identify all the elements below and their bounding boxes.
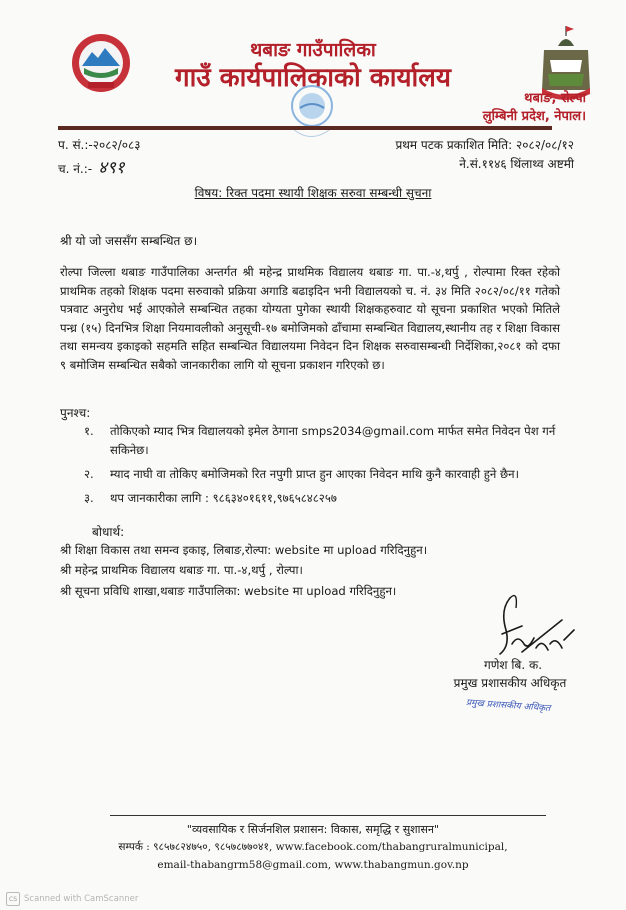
- list-text: म्याद नाघी वा तोकिए बमोजिमको रित नपुगी प्राप्त हुन आएका निवेदन माथि कुनै कारवाही हुने छैन।: [110, 467, 520, 481]
- published-date: प्रथम पटक प्रकाशित मिति: २०८२/०८/१२: [395, 138, 574, 152]
- camscanner-watermark: [6, 892, 138, 906]
- dispatch-number: [58, 155, 125, 178]
- dispatch-value: ४९१: [98, 158, 125, 178]
- dispatch-label: च. नं.:-: [58, 162, 93, 176]
- address-line-2: लुम्बिनी प्रदेश, नेपाल।: [482, 109, 586, 124]
- list-number: २.: [84, 467, 94, 481]
- camscanner-label: Scanned with CamScanner: [24, 894, 139, 904]
- postscript-list: [84, 422, 564, 513]
- list-item: [84, 465, 564, 484]
- body-paragraph: रोल्पा जिल्ला थबाङ गाउँपालिका अन्तर्गत श्री महेन्द्र प्राथमिक विद्यालय थबाङ गा. पा.-४,थर्पु , रोल्पामा रिक्त रहेको प्राथमिक तहको शिक्षक पदमा सरुवाको प्रक्रिया अगाडि बढाइदिन भनी विद्यालयको च. नं. ३४ मिति २०८२/०८/११ गतेको पत्रवाट अनुरोध भई आएकोले सम्बन्धित तहका योग्यता पुगेका स्थायी शिक्षकहरुवाट यो सूचना प्रकाशित भएको मितिले पन्ध्र (१५) दिनभित्र शिक्षा नियमावलीको अनुसूची-१७ बमोजिमको ढाँचामा सम्बन्धित विद्यालय,स्थानीय तह र शिक्षा विकास तथा समन्वय इकाइको सहमति सहित सम्बन्धित विद्यालयमा निवेदन दिन शिक्षक सरुवासम्बन्धी निर्देशिका,२०८१ को दफा ९ बमोजिम सम्बन्धित सबैको जानकारीका लागि यो सूचना प्रकाशन गरिएको छ।: [60, 265, 560, 372]
- municipality-name: थबाङ गाउँपालिका: [250, 39, 376, 61]
- letter-reference-number: प. सं.:-२०८२/०८३: [58, 138, 141, 152]
- nepal-sambat-date: ने.सं.११४६ थिंलाथ्व अष्टमी: [459, 157, 574, 171]
- signatory-name: गणेश बि. क.: [483, 658, 543, 672]
- signatory-title: प्रमुख प्रशासकीय अधिकृत: [453, 676, 567, 690]
- footer-email-website: email-thabangrm58@gmail.com, www.thabangmun.gov.np: [157, 859, 469, 871]
- list-text: तोकिएको म्याद भित्र विद्यालयको इमेल ठेगाना smps2034@gmail.com मार्फत समेत निवेदन पेश गर्न सकिनेछ।: [110, 424, 556, 457]
- salutation: श्री यो जो जससँग सम्बन्धित छ।: [60, 234, 198, 248]
- footer-contact: सम्पर्क : ९८५७८२४७५०, ९८५७८७७०४१, www.facebook.com/thabangruralmunicipal,: [118, 841, 508, 853]
- office-seal-stamp: [282, 82, 342, 152]
- recipient-line: श्री महेन्द्र प्राथमिक विद्यालय थबाङ गा. पा.-४,थर्पु , रोल्पा।: [60, 563, 303, 577]
- signatory-stamp: प्रमुख प्रशासकीय अधिकृत: [465, 698, 551, 714]
- footer-divider: [110, 815, 546, 816]
- subject-line: विषय: रिक्त पदमा स्थायी शिक्षक सरुवा सम्बन्धी सुचना: [194, 186, 432, 200]
- header-divider: [58, 126, 552, 130]
- list-item: [84, 489, 564, 508]
- address-line-1: थबाङ, रोल्पा: [524, 91, 586, 106]
- recipient-line: श्री शिक्षा विकास तथा समन्व इकाइ, लिबाङ,रोल्पा: website मा upload गरिदिनुहुन।: [60, 543, 428, 557]
- list-item: [84, 422, 564, 460]
- camscanner-icon: CS: [6, 892, 20, 906]
- list-number: ३.: [84, 491, 94, 505]
- information-label: बोधार्थ:: [92, 525, 125, 539]
- list-text: थप जानकारीका लागि : ९८६३४०१६११,९७६५८४८२५७: [110, 491, 337, 505]
- footer-slogan: "व्यवसायिक र सिर्जनशिल प्रशासन: विकास, समृद्धि र सुशासन": [186, 823, 440, 836]
- office-title: गाउँ कार्यपालिकाको कार्यालय: [175, 63, 451, 93]
- list-number: १.: [84, 424, 94, 438]
- recipient-line: श्री सूचना प्रविधि शाखा,थबाङ गाउँपालिका: website मा upload गरिदिनुहुन।: [60, 584, 397, 598]
- postscript-label: पुनश्च:: [60, 406, 91, 420]
